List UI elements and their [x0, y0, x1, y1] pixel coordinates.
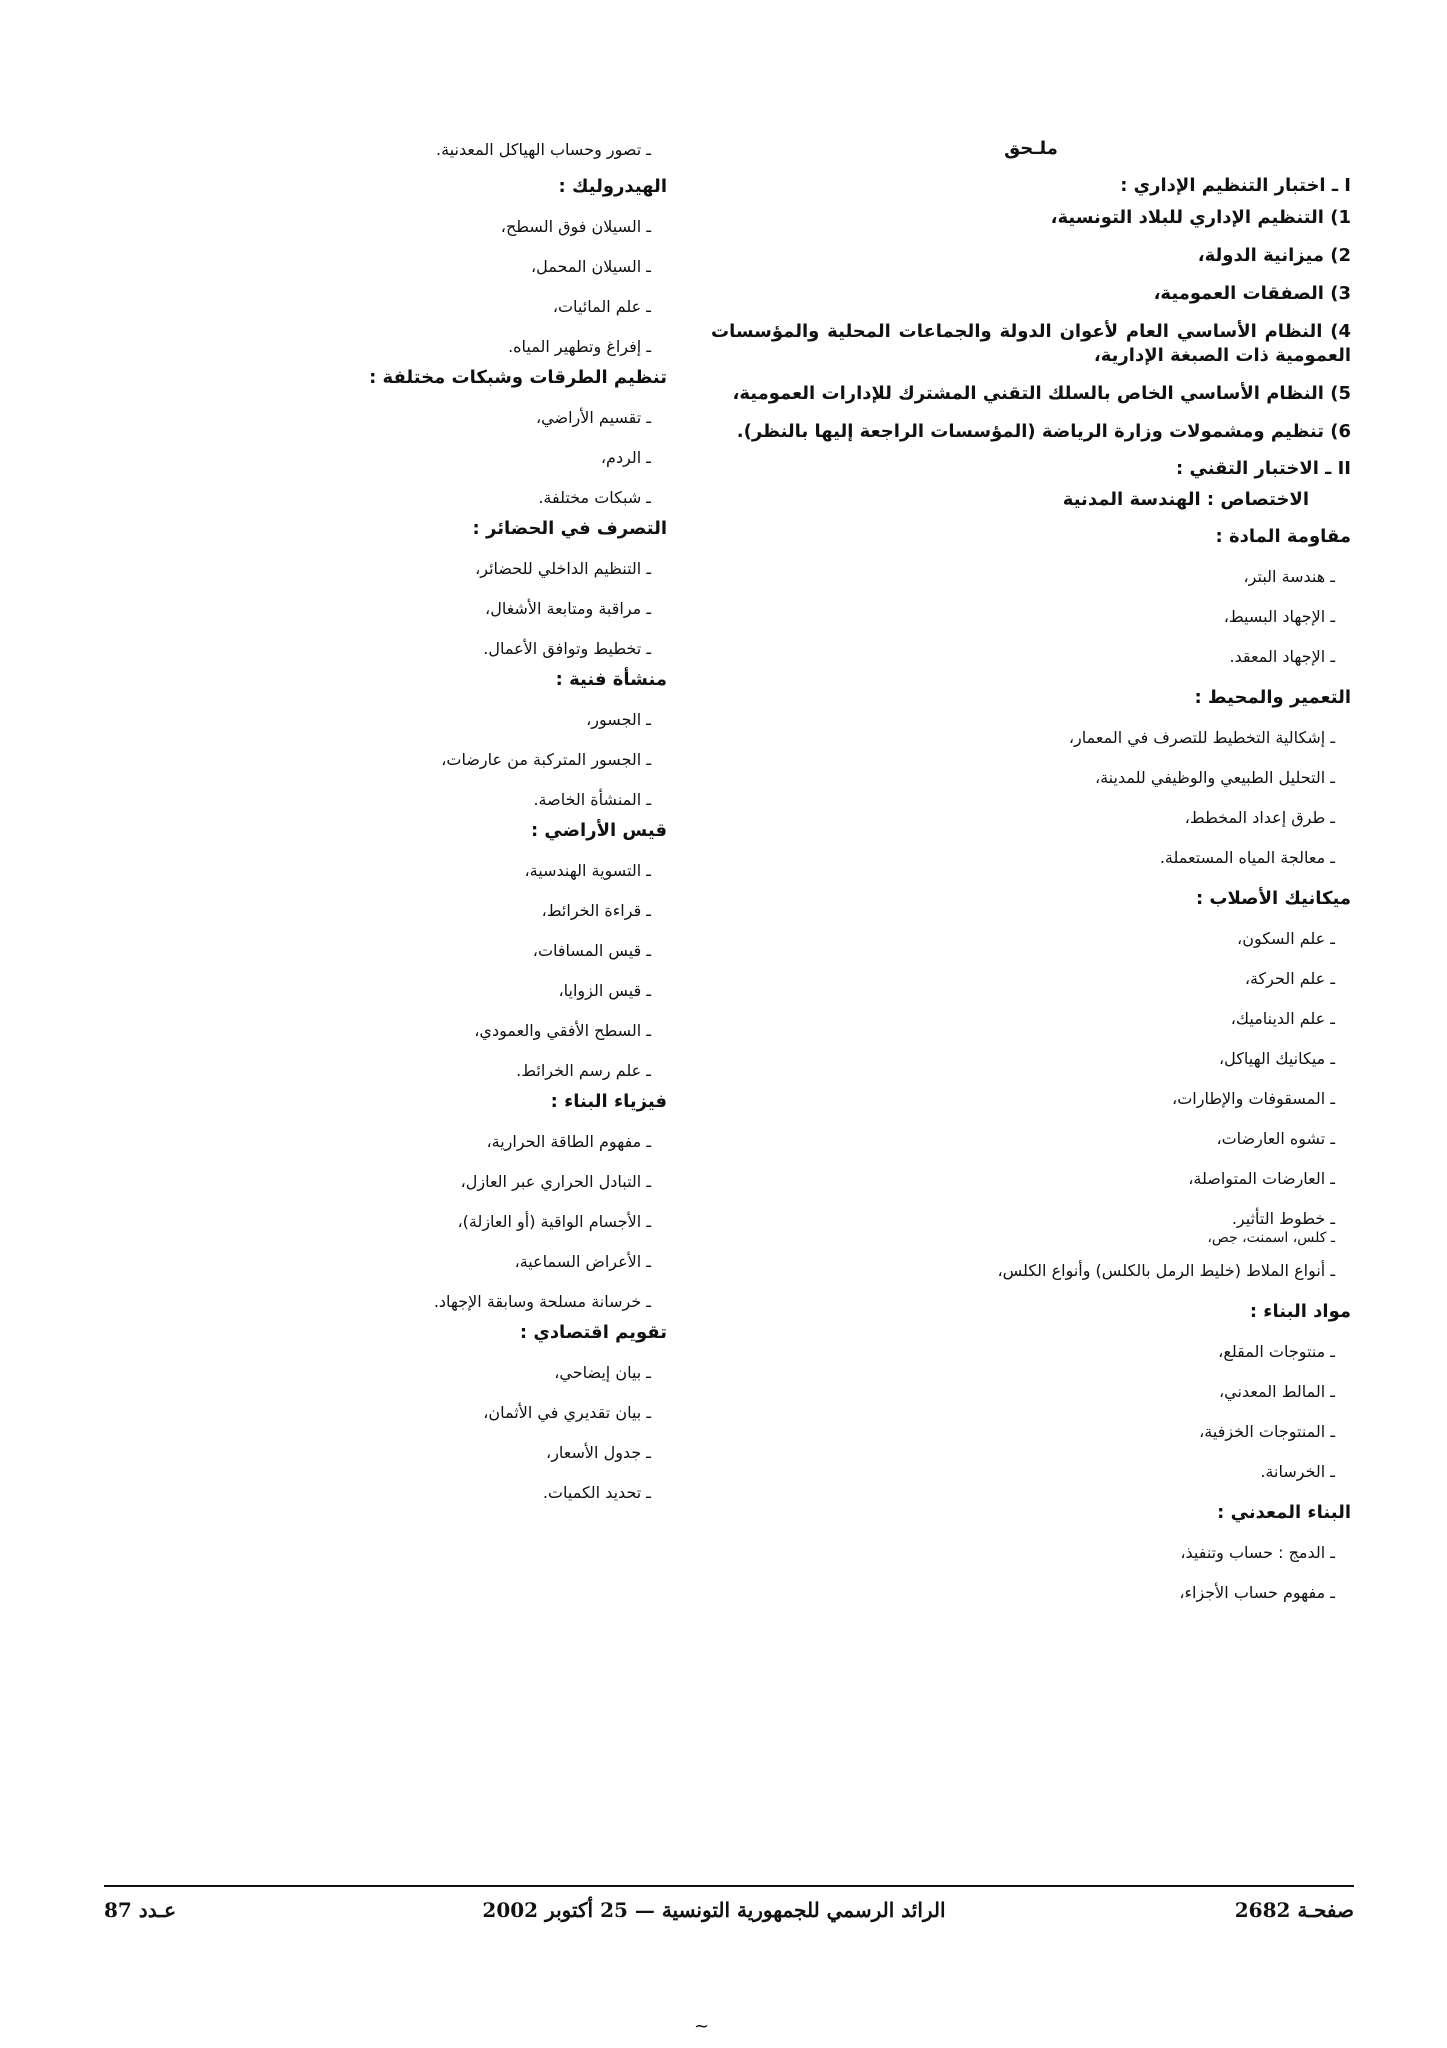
topic-item: ـ إفراغ وتطهير المياه.: [508, 337, 651, 356]
topic-title: التصرف في الحضائر :: [472, 518, 667, 539]
topic-group: [107, 669, 667, 820]
topic-title: تقويم اقتصادي :: [519, 1322, 667, 1343]
topic-item: ـ المنتوجات الخزفية،: [1199, 1422, 1335, 1441]
page-footer: [104, 1898, 1354, 1928]
topic-title: قيس الأراضي :: [530, 820, 667, 841]
topic-group: [711, 1301, 1351, 1492]
topic-item: ـ خرسانة مسلحة وسابقة الإجهاد.: [433, 1292, 651, 1311]
topic-item: ـ تصور وحساب الهياكل المعدنية.: [436, 140, 651, 159]
topic-item: ـ الجسور المتركبة من عارضات،: [441, 750, 651, 769]
topic-title: مواد البناء :: [1249, 1301, 1351, 1322]
topic-item: ـ الإجهاد المعقد.: [1229, 647, 1335, 666]
section-1-item: 4) النظام الأساسي العام لأعوان الدولة والجماعات المحلية والمؤسسات العمومية ذات الصبغة الإدارية،: [711, 321, 1351, 366]
section-2-title: II ـ الاختبار التقني :: [1176, 458, 1351, 479]
left-column: [107, 138, 667, 1513]
topic-item: ـ السيلان فوق السطح،: [500, 217, 651, 236]
topic-item: ـ العارضات المتواصلة،: [1188, 1169, 1335, 1188]
topic-item: ـ التحليل الطبيعي والوظيفي للمدينة،: [1094, 768, 1335, 787]
topic-title: مقاومة المادة :: [1215, 526, 1351, 547]
section-1-title: I ـ اختبار التنظيم الإداري :: [1120, 175, 1351, 196]
topic-item: ـ بيان إيضاحي،: [554, 1363, 651, 1382]
topic-item: ـ الدمج : حساب وتنفيذ،: [1180, 1543, 1335, 1562]
topic-item: ـ منتوجات المقلع،: [1218, 1342, 1335, 1361]
page-mark: ~: [694, 2016, 710, 2037]
page-number: صفحـة 2682: [1234, 1898, 1354, 1922]
section-1-item: 5) النظام الأساسي الخاص بالسلك التقني المشترك للإدارات العمومية،: [732, 383, 1351, 404]
topic-title: ميكانيك الأصلاب :: [1195, 888, 1351, 909]
topic-group: [107, 820, 667, 1091]
topic-item: ـ علم السكون،: [1237, 929, 1335, 948]
topic-item: ـ طرق إعداد المخطط،: [1184, 808, 1335, 827]
topic-title: التعمير والمحيط :: [1194, 687, 1351, 708]
topic-item: ـ الأجسام الواقية (أو العازلة)،: [457, 1212, 651, 1231]
topic-group: [107, 1091, 667, 1322]
topic-group: [711, 888, 1351, 1291]
topic-item: ـ علم رسم الخرائط.: [516, 1061, 651, 1080]
topic-title: البناء المعدني :: [1217, 1502, 1351, 1523]
topic-title: فيزياء البناء :: [550, 1091, 667, 1112]
topic-item: ـ علم الحركة،: [1244, 969, 1335, 988]
topic-item: ـ السطح الأفقي والعمودي،: [474, 1021, 651, 1040]
topic-group: [711, 687, 1351, 878]
journal-title: الرائد الرسمي للجمهورية التونسية — 25 أكتوبر 2002: [482, 1898, 946, 1922]
topic-item: ـ تقسيم الأراضي،: [536, 408, 651, 427]
topic-item: ـ التبادل الحراري عبر العازل،: [460, 1172, 651, 1191]
topic-item: ـ الخرسانة.: [1260, 1462, 1335, 1481]
topic-item: ـ التسوية الهندسية،: [524, 861, 651, 880]
topic-item: ـ المسقوفات والإطارات،: [1172, 1089, 1335, 1108]
topic-group: [107, 367, 667, 518]
topic-item: ـ مفهوم حساب الأجزاء،: [1179, 1583, 1335, 1602]
annex-title: ملـحق: [1004, 138, 1058, 159]
topic-item: ـ مفهوم الطاقة الحرارية،: [486, 1132, 651, 1151]
topic-title: منشأة فنية :: [555, 669, 667, 690]
topic-item: ـ شبكات مختلفة.: [538, 488, 651, 507]
topic-item: ـ تحديد الكميات.: [542, 1483, 651, 1502]
topic-item: ـ هندسة البتر،: [1243, 567, 1335, 586]
topic-item: ـ المنشأة الخاصة.: [533, 790, 651, 809]
section-1-item: 3) الصفقات العمومية،: [1153, 283, 1351, 304]
topic-item: ـ معالجة المياه المستعملة.: [1159, 848, 1335, 867]
topic-group: [711, 526, 1351, 677]
topic-item: ـ تخطيط وتوافق الأعمال.: [483, 639, 651, 658]
section-1-item: 6) تنظيم ومشمولات وزارة الرياضة (المؤسسات الراجعة إليها بالنظر).: [736, 421, 1351, 442]
topic-item: ـ جدول الأسعار،: [546, 1443, 651, 1462]
topic-item: ـ كلس، اسمنت، جص،: [1207, 1230, 1335, 1246]
topic-item: ـ قيس المسافات،: [532, 941, 651, 960]
right-column: [711, 138, 1351, 1613]
section-1-item: 2) ميزانية الدولة،: [1197, 245, 1351, 266]
topic-item: ـ التنظيم الداخلي للحضائر،: [475, 559, 651, 578]
section-1-item: 1) التنظيم الإداري للبلاد التونسية،: [1050, 207, 1351, 228]
topic-group: [107, 1322, 667, 1513]
topic-item: ـ ميكانيك الهياكل،: [1218, 1049, 1335, 1068]
topic-item: ـ الجسور،: [586, 710, 651, 729]
topic-group: [107, 176, 667, 367]
topic-item: ـ الردم،: [600, 448, 651, 467]
topic-item: ـ المالط المعدني،: [1218, 1382, 1335, 1401]
footer-divider: [104, 1885, 1354, 1887]
topic-item: ـ الإجهاد البسيط،: [1223, 607, 1335, 626]
topic-item: ـ قراءة الخرائط،: [541, 901, 651, 920]
topic-item: ـ تشوه العارضات،: [1216, 1129, 1335, 1148]
topic-item: ـ خطوط التأثير.: [1231, 1209, 1335, 1228]
topic-group: [107, 518, 667, 669]
topic-item: ـ علم الديناميك،: [1230, 1009, 1335, 1028]
topic-item: ـ أنواع الملاط (خليط الرمل بالكلس) وأنواع الكلس،: [997, 1261, 1335, 1280]
specialty-label: الاختصاص : الهندسة المدنية: [1062, 489, 1309, 510]
issue-number: عـدد 87: [104, 1898, 177, 1922]
topic-item: ـ السيلان المحمل،: [530, 257, 651, 276]
topic-title: الهيدروليك :: [558, 176, 667, 197]
topic-group: [711, 1502, 1351, 1613]
topic-title: تنظيم الطرقات وشبكات مختلفة :: [369, 367, 667, 388]
topic-item: ـ قيس الزوايا،: [558, 981, 651, 1000]
topic-item: ـ الأعراض السماعية،: [514, 1252, 651, 1271]
topic-item: ـ إشكالية التخطيط للتصرف في المعمار،: [1068, 728, 1335, 747]
topic-item: ـ بيان تقديري في الأثمان،: [483, 1403, 651, 1422]
topic-item: ـ مراقبة ومتابعة الأشغال،: [485, 599, 651, 618]
topic-item: ـ علم المائيات،: [552, 297, 651, 316]
